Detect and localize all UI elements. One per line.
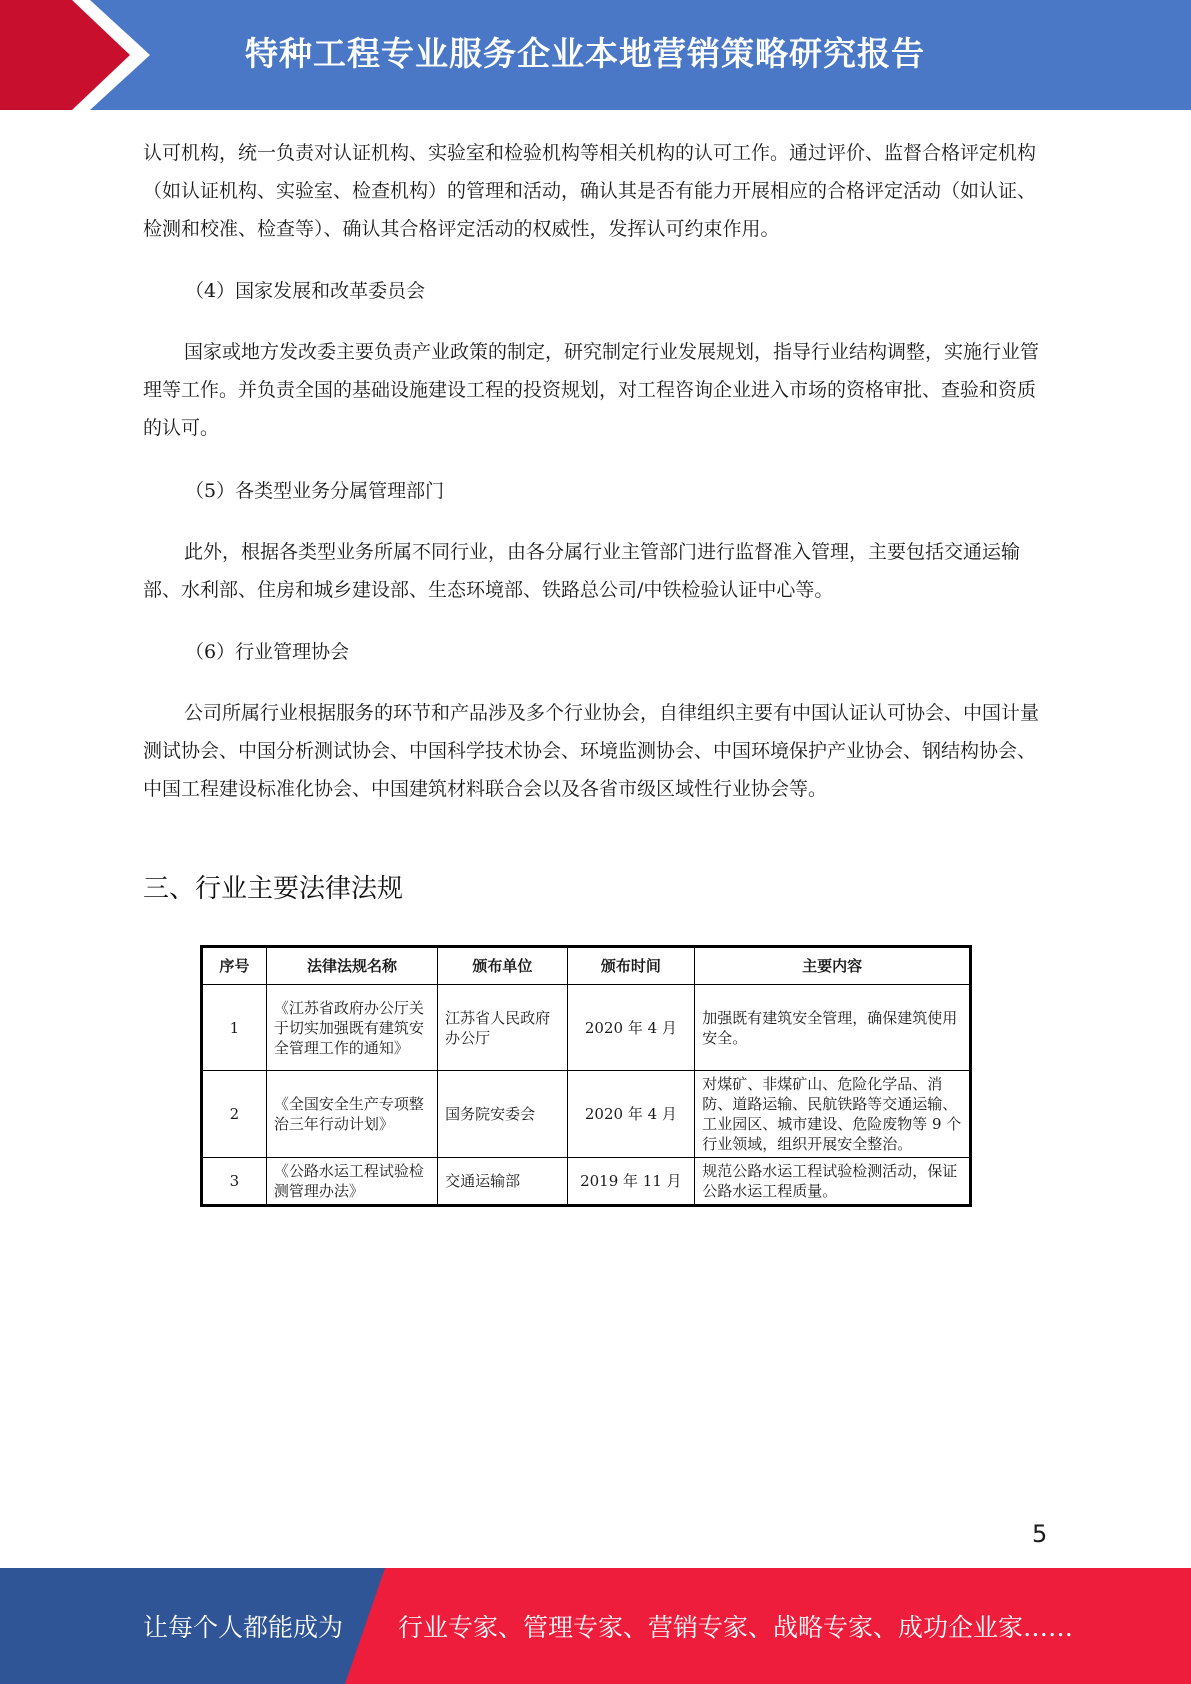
table-row [202,1158,971,1206]
subheading-associations: （6）行业管理协会 [185,641,350,663]
cell-law-name: 《公路水运工程试验检测管理办法》 [266,1158,437,1206]
paragraph-departments: 此外，根据各类型业务所属不同行业，由各分属行业主管部门进行监督准入管理，主要包括交通运输部、水利部、住房和城乡建设部、生态环境部、铁路总公司/中铁检验认证中心等。 [143,541,1021,601]
report-title: 特种工程专业服务企业本地营销策略研究报告 [245,34,925,73]
cell-number: 1 [202,985,267,1071]
paragraph-ndrc: 国家或地方发改委主要负责产业政策的制定，研究制定行业发展规划，指导行业结构调整，实施行业管理等工作。并负责全国的基础设施建设工程的投资规划，对工程咨询企业进入市场的资格审批、查验和资质的认可。 [143,341,1040,439]
paragraph-accreditation: 认可机构，统一负责对认证机构、实验室和检验机构等相关机构的认可工作。通过评价、监督合格评定机构（如认证机构、实验室、检查机构）的管理和活动，确认其是否有能力开展相应的合格评定活动（如认证、检测和校准、检查等）、确认其合格评定活动的权威性，发挥认可约束作用。 [143,142,1037,240]
header-cell-number: 序号 [202,947,267,985]
cell-issuer: 交通运输部 [438,1158,567,1206]
header-cell-law-name: 法律法规名称 [266,947,437,985]
table-header-row [202,947,971,985]
subheading-departments: （5）各类型业务分属管理部门 [185,480,445,502]
cell-content: 加强既有建筑安全管理，确保建筑使用安全。 [695,985,971,1071]
header-cell-content: 主要内容 [695,947,971,985]
cell-content: 规范公路水运工程试验检测活动，保证公路水运工程质量。 [695,1158,971,1206]
page-number: 5 [1032,1520,1048,1548]
cell-law-name: 《全国安全生产专项整治三年行动计划》 [266,1071,437,1158]
cell-date: 2020 年 4 月 [567,985,695,1071]
table-row [202,1071,971,1158]
cell-date: 2019 年 11 月 [567,1158,695,1206]
footer-slogan-left: 让每个人都能成为 [143,1613,344,1642]
subheading-ndrc: （4）国家发展和改革委员会 [185,280,426,302]
laws-table [200,945,972,1207]
cell-law-name: 《江苏省政府办公厅关于切实加强既有建筑安全管理工作的通知》 [266,985,437,1071]
header-cell-issuer: 颁布单位 [438,947,567,985]
cell-issuer: 国务院安委会 [438,1071,567,1158]
header-cell-date: 颁布时间 [567,947,695,985]
cell-number: 3 [202,1158,267,1206]
cell-content: 对煤矿、非煤矿山、危险化学品、消防、道路运输、民航铁路等交通运输、工业园区、城市建设、危险废物等 9 个行业领域，组织开展安全整治。 [695,1071,971,1158]
cell-number: 2 [202,1071,267,1158]
cell-issuer: 江苏省人民政府办公厅 [438,985,567,1071]
header-arrow-decoration [0,0,160,110]
table-row [202,985,971,1071]
cell-date: 2020 年 4 月 [567,1071,695,1158]
paragraph-associations: 公司所属行业根据服务的环节和产品涉及多个行业协会，自律组织主要有中国认证认可协会、中国计量测试协会、中国分析测试协会、中国科学技术协会、环境监测协会、中国环境保护产业协会、钢结构协会、中国工程建设标准化协会、中国建筑材料联合会以及各省市级区域性行业协会等。 [143,702,1040,800]
section-title: 三、行业主要法律法规 [143,874,404,904]
footer-slogan-right: 行业专家、管理专家、营销专家、战略专家、成功企业家…… [398,1613,1074,1642]
page-header [0,0,1191,110]
page-footer [0,1568,1191,1684]
